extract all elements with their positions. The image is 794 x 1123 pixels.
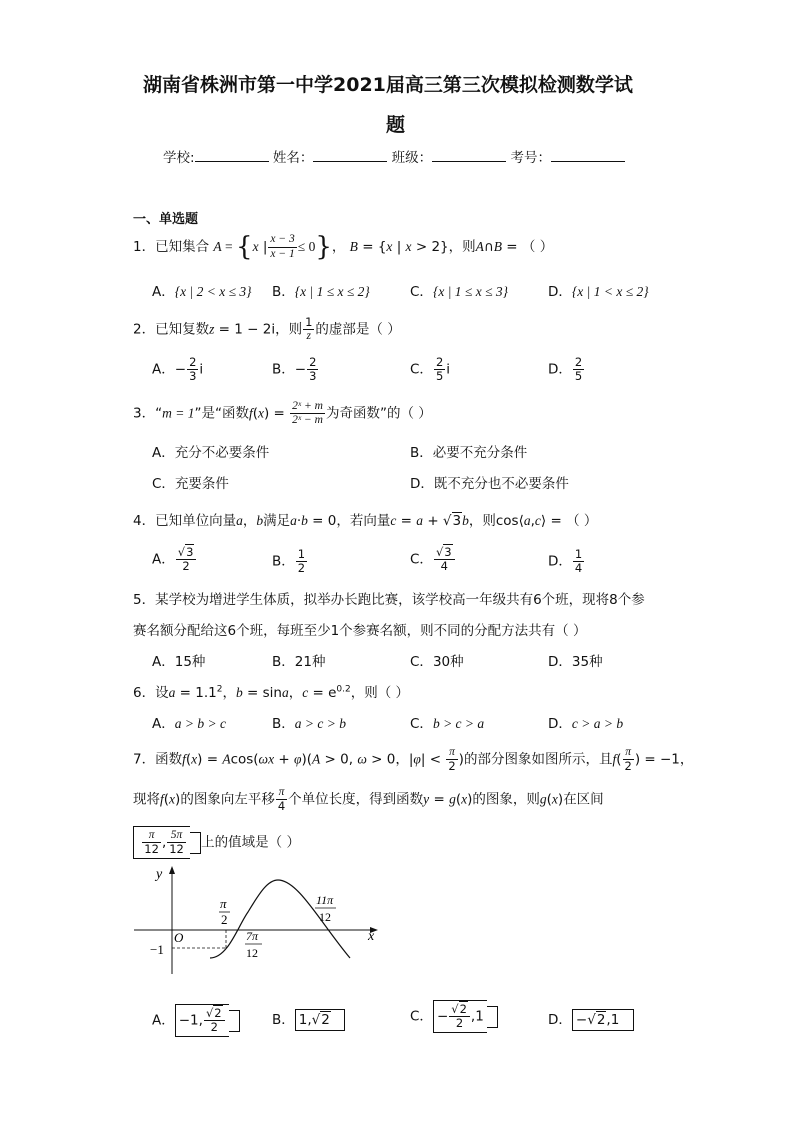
q7-option-b[interactable]: B． 1,√2 xyxy=(272,1008,345,1031)
svg-text:11π: 11π xyxy=(316,893,334,907)
question-6: 6．设$a = 1.1^2$，b = sina，$c = e^{0.2}$，则（ ） xyxy=(133,684,410,701)
class-field[interactable] xyxy=(432,149,506,162)
minus-one-label: −1 xyxy=(150,942,164,957)
svg-text:7π: 7π xyxy=(246,929,259,943)
q3-option-c[interactable]: C．充要条件 xyxy=(152,476,229,492)
class-label: 班级： xyxy=(391,150,433,166)
q6-option-a[interactable]: A．a > b > c xyxy=(152,716,226,732)
student-info-row xyxy=(163,146,625,166)
q2-option-d[interactable]: D． $\frac{2}{5}$ xyxy=(548,355,583,384)
q5-option-d[interactable]: D．35种 xyxy=(548,654,603,670)
question-3: 3．“m = 1”是“函数f(x) = $\frac{\text{2ˣ + m}}{\text{2ˣ − m}}$ 为奇函数”的（ ） xyxy=(133,400,432,427)
q1-option-b[interactable]: B．{x | 1 ≤ x ≤ 2} xyxy=(272,284,370,300)
q6-option-c[interactable]: C．b > c > a xyxy=(410,716,485,732)
exam-title-cont: 题 xyxy=(386,114,406,136)
question-5-line2: 赛名额分配给这6个班，每班至少1个参赛名额，则不同的分配方法共有（ ） xyxy=(133,623,587,639)
q7-graph xyxy=(128,862,388,982)
q4-option-a[interactable]: A． $\frac{√3}{2}$ xyxy=(152,546,197,573)
svg-text:π: π xyxy=(220,896,227,911)
q2-option-a[interactable]: A．− $\frac{2}{3}$ i xyxy=(152,355,204,384)
q2-option-b[interactable]: B．− $\frac{2}{3}$ xyxy=(272,355,317,384)
q4-option-c[interactable]: C． $\frac{√3}{4}$ xyxy=(410,546,456,573)
q5-option-c[interactable]: C．30种 xyxy=(410,654,464,670)
question-7-line3: $\frac{\pi}{12}$ , $\frac{5\pi}{12}$ 上的值域是（ ） xyxy=(133,826,300,859)
q4-option-d[interactable]: D． $\frac{1}{4}$ xyxy=(548,547,583,576)
q6-option-d[interactable]: D．c > a > b xyxy=(548,716,624,732)
svg-text:12: 12 xyxy=(319,910,331,924)
q3-option-b[interactable]: B．必要不充分条件 xyxy=(410,445,528,461)
number-field[interactable] xyxy=(551,149,625,162)
school-field[interactable] xyxy=(195,149,269,162)
q7-option-d[interactable]: D． −√2,1 xyxy=(548,1008,634,1031)
q7-option-a[interactable]: A． −1, $\frac{√2}{2}$ xyxy=(152,1004,240,1037)
x-label: x xyxy=(368,929,375,944)
q5-option-b[interactable]: B．21种 xyxy=(272,654,326,670)
q2-option-c[interactable]: C． $\frac{2}{5}$ i xyxy=(410,355,451,384)
q1-option-a[interactable]: A．{x | 2 < x ≤ 3} xyxy=(152,284,252,300)
school-label: 学校: xyxy=(163,150,195,166)
number-label: 考号： xyxy=(510,150,551,166)
question-7-line2: 现将f(x)的图象向左平移 $\frac{\pi}{4}$ 个单位长度，得到函数y = g(x)的图象，则g(x)在区间 xyxy=(133,786,604,814)
section-heading: 一、单选题 xyxy=(133,212,199,227)
question-1: 1．已知集合 A = {x | $\frac{x - 3}{x - 1}$ ≤ 0}， B = {x | x > 2}，则A∩B = （ ） xyxy=(133,232,554,262)
name-field[interactable] xyxy=(313,149,387,162)
q3-option-d[interactable]: D．既不充分也不必要条件 xyxy=(410,476,569,492)
y-label: y xyxy=(156,867,163,882)
question-7-line1: 7．函数f(x) = Acos(ωx + φ)(A > 0, ω > 0，|φ| < $\frac{\pi}{2}$ )的部分图象如图所示，且f( $\frac{\pi}{2}$ ) = −1， xyxy=(133,746,694,774)
origin-label: O xyxy=(174,930,184,945)
q6-option-b[interactable]: B．a > c > b xyxy=(272,716,346,732)
q3-option-a[interactable]: A．充分不必要条件 xyxy=(152,445,270,461)
q7-option-c[interactable]: C． − $\frac{√2}{2}$ ,1 xyxy=(410,1000,498,1033)
q5-option-a[interactable]: A．15种 xyxy=(152,654,206,670)
q1-option-c[interactable]: C．{x | 1 ≤ x ≤ 3} xyxy=(410,284,508,300)
name-label: 姓名： xyxy=(272,150,314,166)
q4-option-b[interactable]: B． $\frac{1}{2}$ xyxy=(272,547,306,576)
question-2: 2．已知复数z = 1 − 2i，则 $\frac{1}{z}$ 的虚部是（ ） xyxy=(133,315,401,343)
q1-option-d[interactable]: D．{x | 1 < x ≤ 2} xyxy=(548,284,649,300)
question-4: 4．已知单位向量a，b满足a·b = 0，若向量c = a + √3b，则cos⟨a,c⟩ = （ ） xyxy=(133,513,598,529)
q1-stem: 1．已知集合 xyxy=(133,239,210,255)
svg-text:2: 2 xyxy=(221,912,228,927)
question-5-line1: 5．某学校为增进学生体质，拟举办长跑比赛，该学校高一年级共有6个班，现将8个参 xyxy=(133,592,645,608)
exam-title: 湖南省株洲市第一中学2021届高三第三次模拟检测数学试 xyxy=(143,74,633,96)
svg-text:12: 12 xyxy=(246,946,258,960)
